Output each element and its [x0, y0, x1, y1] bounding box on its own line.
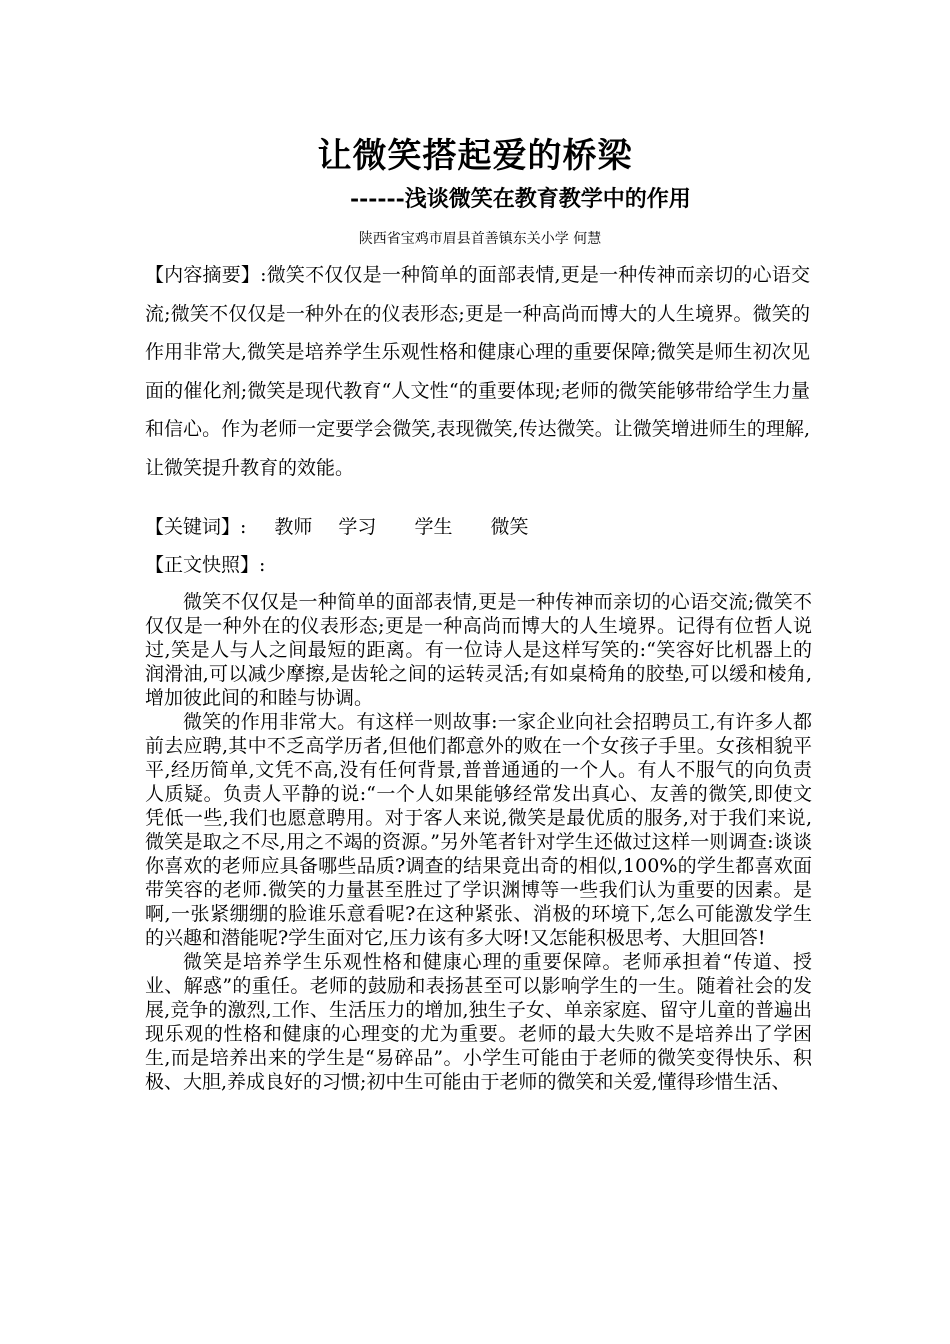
body-paragraph: 微笑的作用非常大。有这样一则故事:一家企业向社会招聘员工,有许多人都前去应聘,其中不乏高学历者,但他们都意外的败在一个女孩子手里。女孩相貌平平,经历简单,文凭不高,没有任何背景,普普通通的一个人。有人不服气的向负责人质疑。负责人平静的说:“一个人如果能够经常发出真心、友善的微笑,即使文凭低一些,我们也愿意聘用。对于客人来说,微笑是最优质的服务,对于我们来说,微笑是取之不尽,用之不竭的资源。”另外笔者针对学生还做过这样一则调查:谈谈你喜欢的老师应具备哪些品质?调查的结果竟出奇的相似,100%的学生都喜欢面带笑容的老师.微笑的力量甚至胜过了学识渊博等一些我们认为重要的因素。是啊,一张紧绷绷的脸谁乐意看呢?在这种紧张、消极的环境下,怎么可能激发学生的兴趣和潜能呢?学生面对它,压力该有多大呀!又怎能积极思考、大胆回答!	[145, 711, 812, 949]
body-paragraph: 微笑是培养学生乐观性格和健康心理的重要保障。老师承担着“传道、授业、解惑”的重任。老师的鼓励和表扬甚至可以影响学生的一生。随着社会的发展,竞争的激烈,工作、生活压力的增加,独生子女、单亲家庭、留守儿童的普遍出现乐观的性格和健康的心理变的尤为重要。老师的最大失败不是培养出了学困生,而是培养出来的学生是“易碎品”。小学生可能由于老师的微笑变得快乐、积极、大胆,养成良好的习惯;初中生可能由于老师的微笑和关爱,懂得珍惜生活、	[145, 951, 812, 1093]
body-text	[145, 590, 812, 1094]
abstract-paragraph: 【内容摘要】:微笑不仅仅是一种简单的面部表情,更是一种传神而亲切的心语交流;微笑不仅仅是一种外在的仪表形态;更是一种高尚而博大的人生境界。微笑的作用非常大,微笑是培养学生乐观性格和健康心理的重要保障;微笑是师生初次见面的催化剂;微笑是现代教育“人文性“的重要体现;老师的微笑能够带给学生力量和信心。作为老师一定要学会微笑,表现微笑,传达微笑。让微笑增进师生的理解,让微笑提升教育的效能。	[145, 264, 810, 479]
document-title: 让微笑搭起爱的桥梁	[317, 136, 633, 176]
keywords-line	[145, 512, 810, 539]
keywords-label: 【关键词】:	[145, 516, 247, 538]
keyword-item: 学习	[338, 516, 377, 538]
keyword-item: 微笑	[490, 516, 529, 538]
keyword-item: 教师	[274, 516, 313, 538]
document-subtitle: ------浅谈微笑在教育教学中的作用	[350, 186, 691, 212]
body-paragraph: 微笑不仅仅是一种简单的面部表情,更是一种传神而亲切的心语交流;微笑不仅仅是一种外在的仪表形态;更是一种高尚而博大的人生境界。记得有位哲人说过,笑是人与人之间最短的距离。有一位诗人是这样写笑的:“笑容好比机器上的润滑油,可以减少摩擦,是齿轮之间的运转灵活;有如桌椅角的胶垫,可以缓和棱角,增加彼此间的和睦与协调。	[145, 591, 812, 709]
snapshot-label: 【正文快照】:	[145, 554, 266, 576]
author-line: 陕西省宝鸡市眉县首善镇东关小学 何慧	[358, 231, 602, 247]
keyword-item: 学生	[414, 516, 453, 538]
